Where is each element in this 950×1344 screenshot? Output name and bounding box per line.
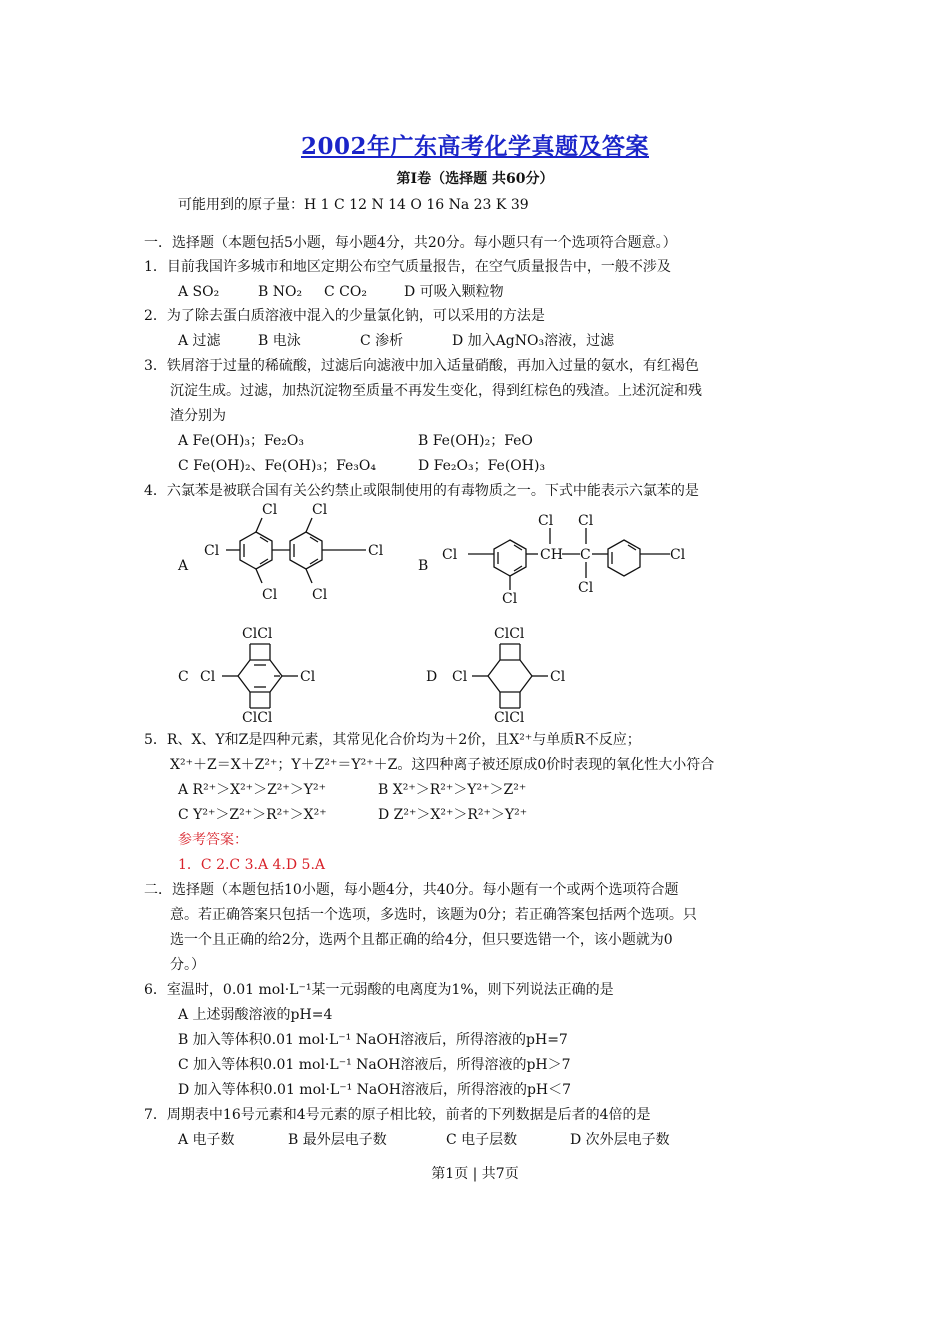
clcl-label: ClCl [494, 710, 525, 726]
answers: 1．C 2.C 3.A 4.D 5.A [178, 857, 326, 873]
q6-option-d: D 加入等体积0.01 mol·L⁻¹ NaOH溶液后，所得溶液的pH＜7 [178, 1082, 572, 1098]
q5-option-d: D Z²⁺＞X²⁺＞R²⁺＞Y²⁺ [378, 807, 528, 823]
q3-option-d: D Fe₂O₃；Fe(OH)₃ [418, 458, 546, 474]
q6-option-c: C 加入等体积0.01 mol·L⁻¹ NaOH溶液后，所得溶液的pH＞7 [178, 1057, 571, 1073]
q3-option-c: C Fe(OH)₂、Fe(OH)₃；Fe₃O₄ [178, 458, 377, 474]
q4-option-a-letter: A [178, 558, 189, 574]
atom-label: Cl [200, 669, 216, 685]
atom-label: Cl [300, 669, 316, 685]
q2-option-b: B 电泳 [258, 333, 301, 349]
part1-intro: 一．选择题（本题包括5小题，每小题4分，共20分。每小题只有一个选项符合题意。） [144, 235, 677, 251]
clcl-label: ClCl [494, 626, 525, 642]
q4-structure-b [438, 510, 698, 610]
q2-options [178, 332, 614, 350]
q1-option-b: B NO₂ [258, 284, 303, 300]
page-footer: 第1页 | 共7页 [431, 1166, 519, 1182]
q3-stem-line-2: 沉淀生成。过滤，加热沉淀物至质量不再发生变化，得到红棕色的残渣。上述沉淀和残 [170, 383, 702, 399]
atom-label: Cl [312, 502, 328, 518]
q1-options [178, 283, 504, 301]
q7-option-a: A 电子数 [178, 1132, 235, 1148]
q1-option-c: C CO₂ [324, 284, 367, 300]
c-label: C [580, 547, 591, 563]
q6-option-a: A 上述弱酸溶液的pH=4 [178, 1007, 333, 1023]
q5-stem-line-2: X²⁺＋Z＝X＋Z²⁺；Y＋Z²⁺＝Y²⁺＋Z。这四种离子被还原成0价时表现的氧化性大小符合 [170, 757, 715, 773]
q4-structure-a [196, 502, 396, 608]
atom-label: Cl [538, 513, 554, 529]
q3-option-a: A Fe(OH)₃；Fe₂O₃ [178, 433, 304, 449]
clcl-label: ClCl [242, 626, 273, 642]
q5-option-b: B X²⁺＞R²⁺＞Y²⁺＞Z²⁺ [378, 782, 527, 798]
q3-stem-line-3: 渣分别为 [170, 408, 226, 424]
q6-option-b: B 加入等体积0.01 mol·L⁻¹ NaOH溶液后，所得溶液的pH=7 [178, 1032, 568, 1048]
atom-label: Cl [452, 669, 468, 685]
document-title[interactable]: 2002年广东高考化学真题及答案 [300, 133, 649, 160]
clcl-label: ClCl [242, 710, 273, 726]
part2-intro-line-2: 意。若正确答案只包括一个选项，多选时，该题为0分；若正确答案包括两个选项。只 [170, 907, 697, 923]
part2-intro-line-3: 选一个且正确的给2分，选两个且都正确的给4分，但只要选错一个，该小题就为0 [170, 932, 673, 948]
atom-label: Cl [262, 587, 278, 603]
q4-structure-c [200, 622, 330, 732]
q3-option-b: B Fe(OH)₂；FeO [418, 433, 533, 449]
atom-label: Cl [670, 547, 686, 563]
q4-option-c-letter: C [178, 669, 189, 685]
atom-label: Cl [204, 543, 220, 559]
atom-label: Cl [550, 669, 566, 685]
q7-options [178, 1131, 670, 1149]
part2-intro-line-1: 二．选择题（本题包括10小题，每小题4分，共40分。每小题有一个或两个选项符合题 [144, 882, 679, 898]
q7-option-c: C 电子层数 [446, 1132, 518, 1148]
ch-label: CH [540, 547, 563, 563]
part2-intro-line-4: 分。） [170, 957, 205, 973]
q3-stem-line-1: 3．铁屑溶于过量的稀硫酸，过滤后向滤液中加入适量硝酸，再加入过量的氨水，有红褐色 [144, 358, 699, 374]
atom-label: Cl [578, 513, 594, 529]
section1-header: 第Ⅰ卷（选择题 共60分） [396, 171, 554, 187]
q2-option-a: A 过滤 [178, 333, 221, 349]
atomic-masses: 可能用到的原子量：H 1 C 12 N 14 O 16 Na 23 K 39 [178, 197, 529, 213]
atom-label: Cl [312, 587, 328, 603]
q4-option-d-letter: D [426, 669, 438, 685]
q1-option-a: A SO₂ [178, 284, 220, 300]
q2-option-c: C 渗析 [360, 333, 404, 349]
q4-stem: 4．六氯苯是被联合国有关公约禁止或限制使用的有毒物质之一。下式中能表示六氯苯的是 [144, 483, 699, 499]
q5-option-a: A R²⁺＞X²⁺＞Z²⁺＞Y²⁺ [178, 782, 327, 798]
q6-stem: 6．室温时，0.01 mol·L⁻¹某一元弱酸的电离度为1%，则下列说法正确的是 [144, 982, 614, 998]
q7-stem: 7．周期表中16号元素和4号元素的原子相比较，前者的下列数据是后者的4倍的是 [144, 1107, 651, 1123]
q7-option-b: B 最外层电子数 [288, 1132, 387, 1148]
q1-option-d: D 可吸入颗粒物 [404, 284, 504, 300]
q5-stem-line-1: 5．R、X、Y和Z是四种元素，其常见化合价均为＋2价，且X²⁺与单质R不反应； [144, 732, 641, 748]
answer-label: 参考答案： [178, 832, 248, 848]
q4-option-b-letter: B [418, 558, 429, 574]
atom-label: Cl [578, 580, 594, 596]
q5-option-c: C Y²⁺＞Z²⁺＞R²⁺＞X²⁺ [178, 807, 327, 823]
q2-option-d: D 加入AgNO₃溶液，过滤 [452, 333, 615, 349]
q2-stem: 2．为了除去蛋白质溶液中混入的少量氯化钠，可以采用的方法是 [144, 308, 545, 324]
atom-label: Cl [368, 543, 384, 559]
atom-label: Cl [442, 547, 458, 563]
q4-structure-d [450, 622, 580, 732]
atom-label: Cl [262, 502, 278, 518]
q1-stem: 1．目前我国许多城市和地区定期公布空气质量报告，在空气质量报告中，一般不涉及 [144, 259, 671, 275]
q7-option-d: D 次外层电子数 [570, 1132, 670, 1148]
atom-label: Cl [502, 591, 518, 606]
